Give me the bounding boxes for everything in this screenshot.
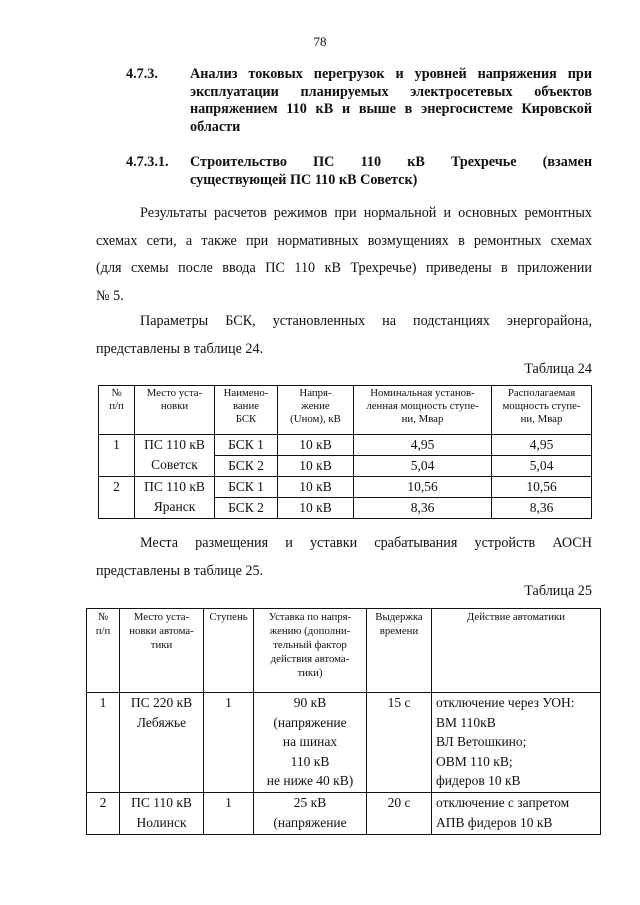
cell-bsk: БСК 1 <box>215 477 278 498</box>
text-line: представлены в таблице 24. <box>96 340 264 357</box>
text-line: Результаты расчетов режимов при нормальной и основных ремонтных <box>140 205 592 221</box>
text-line: схемах сети, а также при нормативных возмущениях в ремонтных схемах <box>96 232 592 249</box>
header-num: № п/п <box>87 609 120 693</box>
cell-action: отключение через УОН: ВМ 110кВ ВЛ Ветошкино; ОВМ 110 кВ; фидеров 10 кВ <box>432 693 601 793</box>
cell-action: отключение с запретом АПВ фидеров 10 кВ <box>432 793 601 835</box>
text-line: № 5. <box>96 287 124 304</box>
cell-num: 1 <box>99 435 135 477</box>
paragraph-bsk <box>96 308 592 363</box>
header-bsk: Наимено- вание БСК <box>215 386 278 435</box>
cell-delay: 15 с <box>367 693 432 793</box>
paragraph-results <box>96 200 592 310</box>
table-24 <box>98 385 592 519</box>
heading-line: Анализ токовых перегрузок и уровней напряжения при <box>190 66 592 82</box>
text-line: (для схемы после ввода ПС 110 кВ Трехречье) приведены в приложении <box>96 260 592 276</box>
heading-line: области <box>190 118 241 135</box>
section-heading-4-7-3 <box>126 66 592 136</box>
header-voltage: Напря- жение (Uном), кВ <box>278 386 354 435</box>
section-number: 4.7.3. <box>126 66 158 82</box>
cell-available: 8,36 <box>492 498 592 519</box>
section-number: 4.7.3.1. <box>126 154 169 170</box>
cell-place: ПС 110 кВ Нолинск <box>120 793 204 835</box>
cell-nominal: 10,56 <box>354 477 492 498</box>
table-row <box>99 477 592 498</box>
header-action: Действие автоматики <box>432 609 601 693</box>
cell-delay: 20 с <box>367 793 432 835</box>
table-header-row <box>87 609 601 693</box>
cell-available: 5,04 <box>492 456 592 477</box>
table-row <box>87 693 601 793</box>
table-row <box>87 793 601 835</box>
cell-voltage: 10 кВ <box>278 456 354 477</box>
header-nominal: Номинальная установ- ленная мощность ступе- ни, Мвар <box>354 386 492 435</box>
heading-line: Строительство ПС 110 кВ Трехречье (взамен <box>190 154 592 170</box>
paragraph-aosn <box>96 530 592 585</box>
header-num: № п/п <box>99 386 135 435</box>
cell-available: 4,95 <box>492 435 592 456</box>
cell-bsk: БСК 1 <box>215 435 278 456</box>
table-row <box>99 435 592 456</box>
heading-line: напряжением 110 кВ и выше в энергосистеме Кировской <box>190 101 592 117</box>
cell-voltage: 10 кВ <box>278 498 354 519</box>
cell-stage: 1 <box>204 793 254 835</box>
cell-place: ПС 220 кВ Лебяжье <box>120 693 204 793</box>
heading-line: эксплуатации планируемых электросетевых объектов <box>190 83 592 100</box>
header-stage: Ступень <box>204 609 254 693</box>
cell-bsk: БСК 2 <box>215 456 278 477</box>
header-available: Располагаемая мощность ступе- ни, Мвар <box>492 386 592 435</box>
table-header-row <box>99 386 592 435</box>
cell-voltage: 10 кВ <box>278 435 354 456</box>
text-line: Места размещения и уставки срабатывания устройств АОСН <box>140 535 592 551</box>
header-place: Место уста- новки <box>135 386 215 435</box>
table-24-caption: Таблица 24 <box>524 361 592 377</box>
cell-voltage: 10 кВ <box>278 477 354 498</box>
cell-nominal: 4,95 <box>354 435 492 456</box>
header-delay: Выдержка времени <box>367 609 432 693</box>
section-heading-4-7-3-1 <box>126 154 592 189</box>
cell-available: 10,56 <box>492 477 592 498</box>
text-line: Параметры БСК, установленных на подстанциях энергорайона, <box>140 313 592 329</box>
heading-line: существующей ПС 110 кВ Советск) <box>190 171 418 188</box>
cell-num: 2 <box>99 477 135 519</box>
cell-bsk: БСК 2 <box>215 498 278 519</box>
cell-num: 1 <box>87 693 120 793</box>
cell-place: ПС 110 кВ Советск <box>135 435 215 477</box>
cell-nominal: 8,36 <box>354 498 492 519</box>
header-place: Место уста- новки автома- тики <box>120 609 204 693</box>
table-25 <box>86 608 601 835</box>
cell-place: ПС 110 кВ Яранск <box>135 477 215 519</box>
text-line: представлены в таблице 25. <box>96 562 264 579</box>
cell-nominal: 5,04 <box>354 456 492 477</box>
cell-setting: 25 кВ (напряжение <box>254 793 367 835</box>
cell-stage: 1 <box>204 693 254 793</box>
header-setting: Уставка по напря- жению (дополни- тельный фактор действия автома- тики) <box>254 609 367 693</box>
cell-setting: 90 кВ (напряжение на шинах 110 кВ не ниже 40 кВ) <box>254 693 367 793</box>
cell-num: 2 <box>87 793 120 835</box>
page-number: 78 <box>313 34 327 49</box>
table-25-caption: Таблица 25 <box>524 583 592 599</box>
